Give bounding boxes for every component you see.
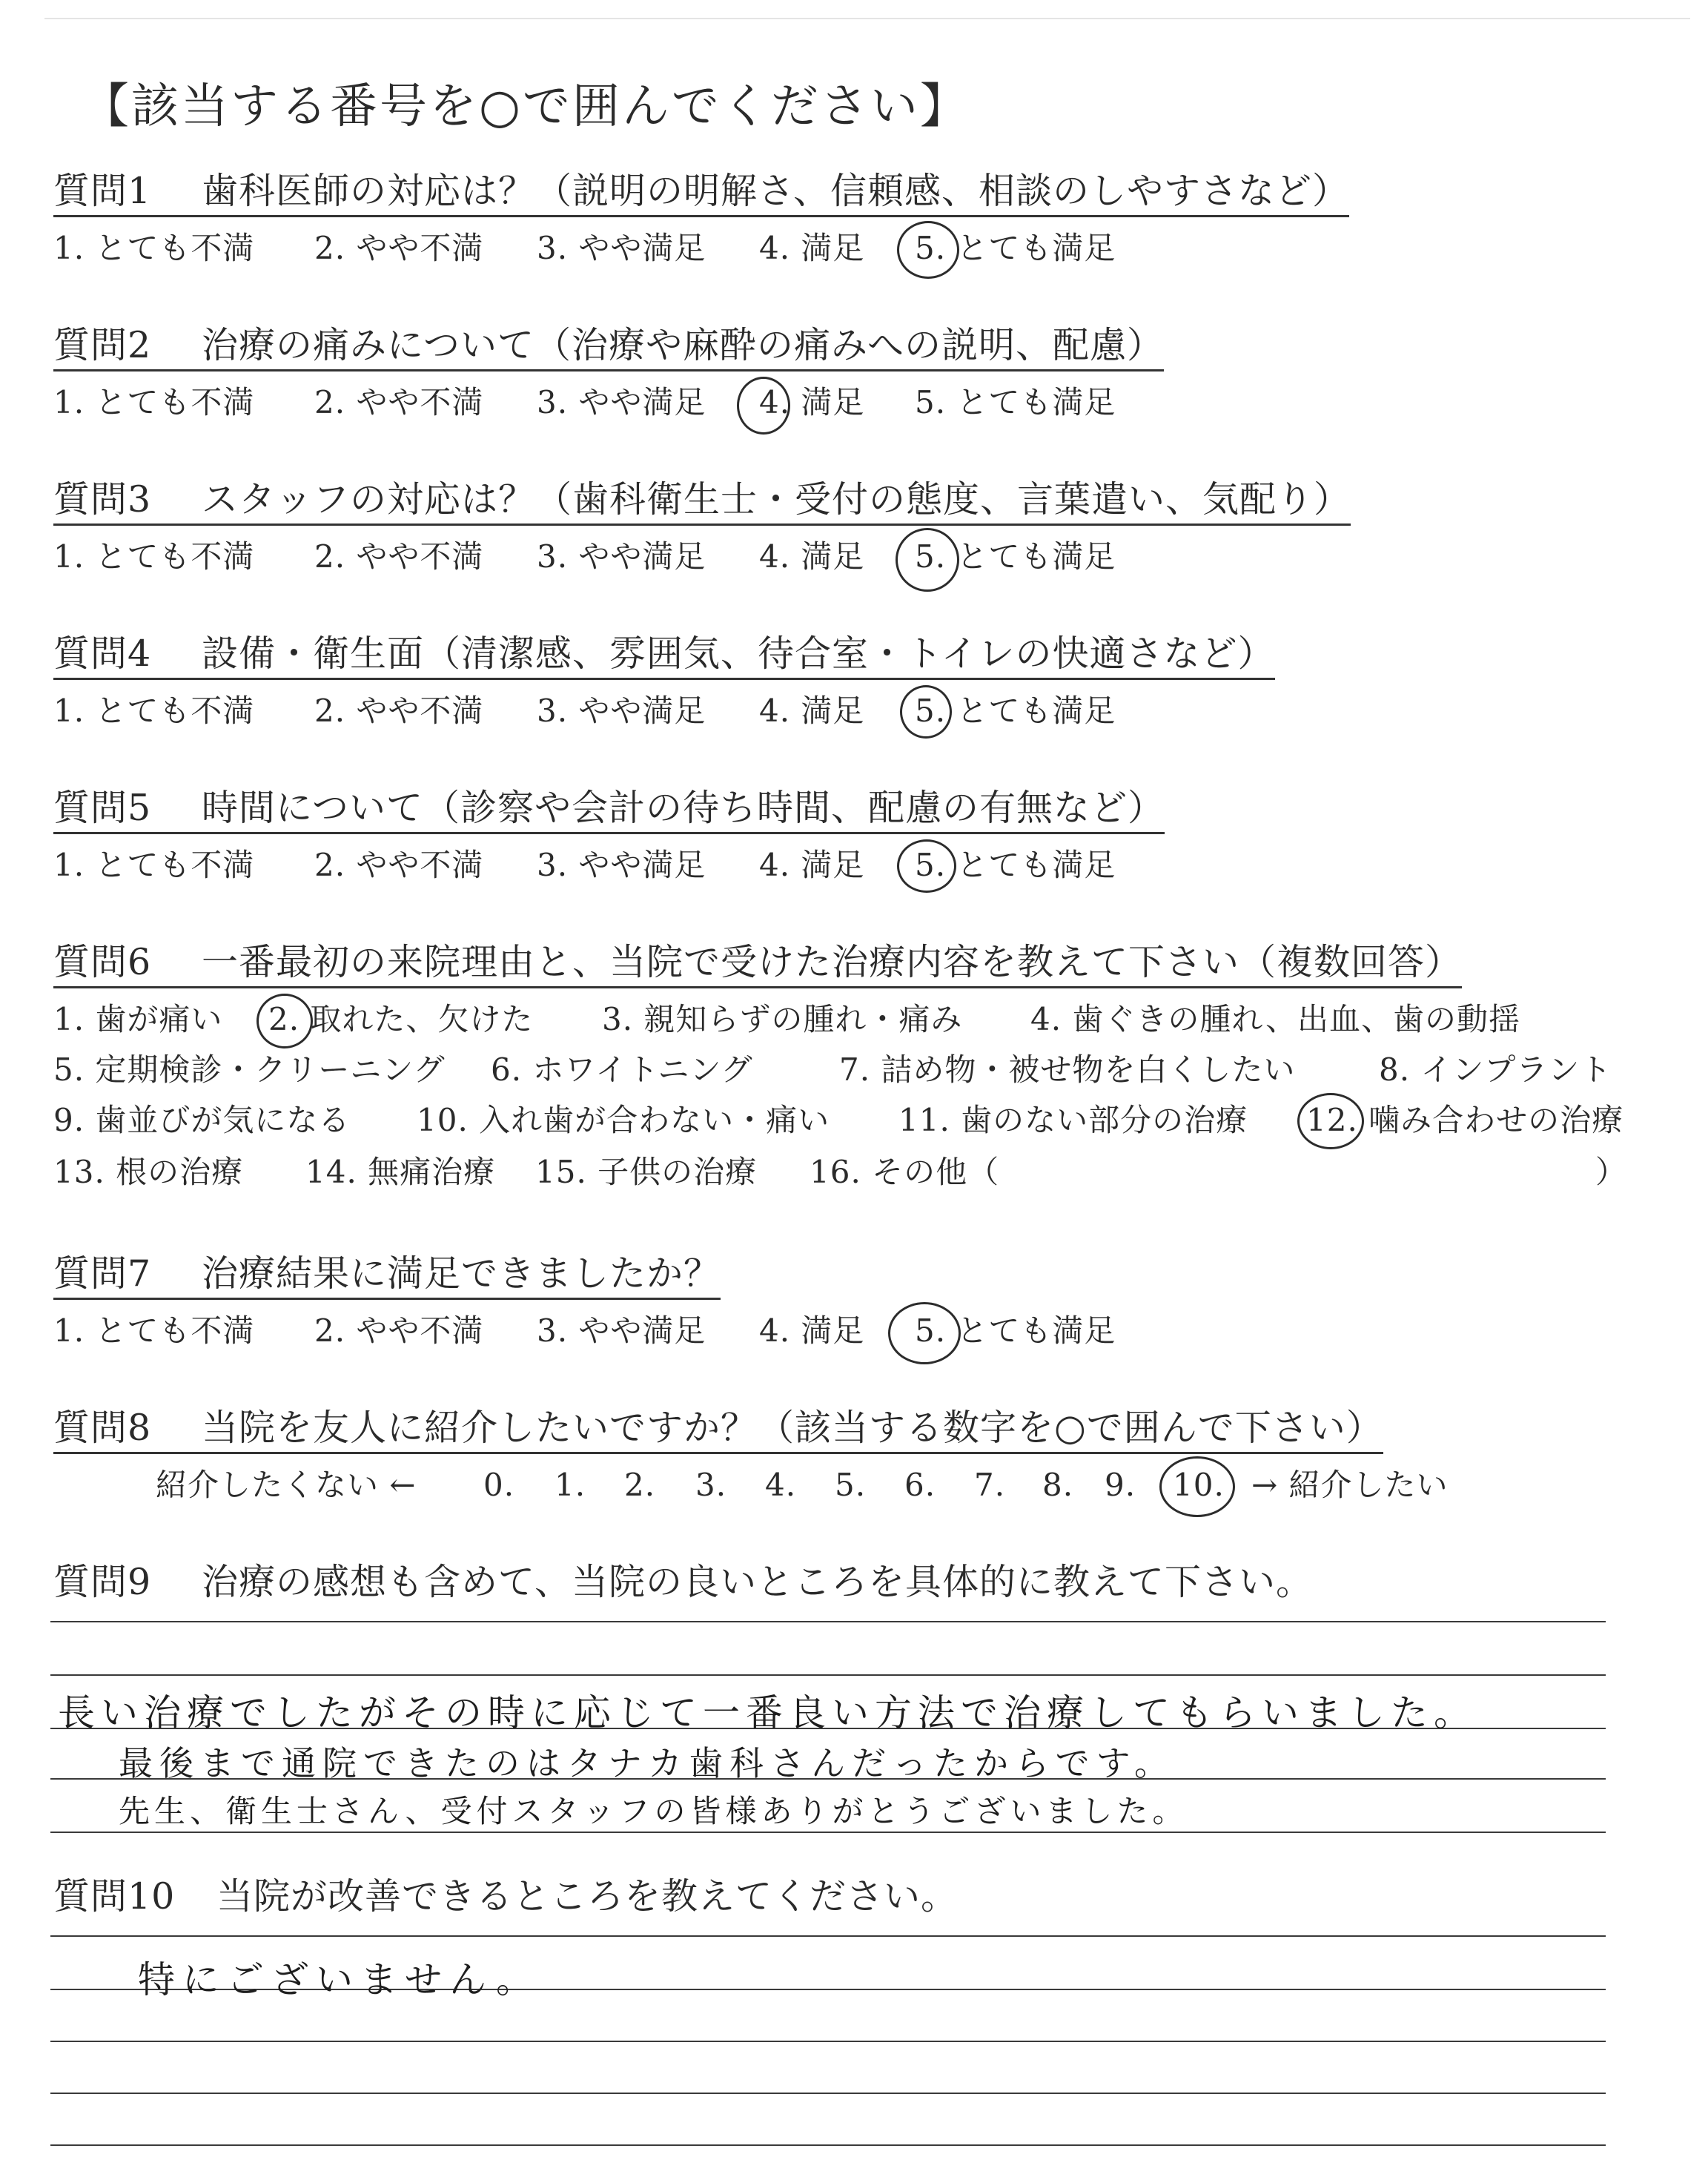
question-number: 質問10 [53, 1875, 176, 1918]
question-text: 治療結果に満足できましたか？ [202, 1252, 721, 1295]
question-text: 一番最初の来院理由と、当院で受けた治療内容を教えて下さい（複数回答） [202, 941, 1463, 983]
question-heading [53, 1875, 958, 1919]
option-5[interactable]: 5. とても満足 [915, 847, 1116, 883]
question-heading [53, 632, 1275, 680]
form-title: 【該当する番号を○で囲んでください】 [82, 79, 970, 134]
scale-9[interactable]: 9. [1105, 1467, 1136, 1503]
answer-options-row [53, 1051, 1662, 1089]
option-11[interactable]: 11. 歯のない部分の治療 [898, 1102, 1248, 1138]
option-2[interactable]: 2. やや不満 [314, 230, 484, 266]
handwritten-answer-line: 先生、衛生士さん、受付スタッフの皆様ありがとうございました。 [119, 1793, 1188, 1829]
option-16[interactable]: 16. その他（ [810, 1154, 1000, 1190]
answer-options [53, 1312, 1314, 1350]
option-1[interactable]: 1. とても不満 [53, 847, 255, 883]
question-text: スタッフの対応は？（歯科衛生士・受付の態度、言葉遣い、気配り） [202, 478, 1351, 521]
answer-rule [50, 1621, 1606, 1622]
answer-options [53, 384, 1314, 421]
answer-rule [50, 2093, 1606, 2094]
scale-3[interactable]: 3. [695, 1467, 727, 1503]
option-4[interactable]: 4. 満足 [759, 1312, 865, 1349]
option-8[interactable]: 8. インプラント [1379, 1051, 1612, 1088]
option-12[interactable]: 12. 噛み合わせの治療 [1306, 1102, 1624, 1138]
option-4[interactable]: 4. 満足 [759, 693, 865, 729]
option-10[interactable]: 10. 入れ歯が合わない・痛い [417, 1102, 830, 1138]
answer-rule [50, 1935, 1606, 1937]
option-4[interactable]: 4. 満足 [759, 847, 865, 883]
answer-options [53, 538, 1314, 575]
option-1[interactable]: 1. とても不満 [53, 230, 255, 266]
option-5[interactable]: 5. とても満足 [915, 384, 1116, 420]
option-5[interactable]: 5. とても満足 [915, 538, 1116, 575]
question-number: 質問1 [53, 170, 152, 212]
option-2[interactable]: 2. やや不満 [314, 847, 484, 883]
question-number: 質問5 [53, 787, 152, 829]
question-text: 当院が改善できるところを教えてください。 [216, 1875, 959, 1918]
option-4[interactable]: 4. 満足 [759, 384, 865, 420]
scale-0[interactable]: 0. [483, 1467, 515, 1503]
answer-rule [50, 2144, 1606, 2146]
option-4[interactable]: 4. 満足 [759, 538, 865, 575]
option-6[interactable]: 6. ホワイトニング [491, 1051, 753, 1088]
answer-rule [50, 1674, 1606, 1676]
scale-2[interactable]: 2. [624, 1467, 656, 1503]
handwritten-answer-line: 最後まで通院できたのはタナカ歯科さんだったからです。 [119, 1743, 1175, 1783]
question-text: 設備・衛生面（清潔感、雰囲気、待合室・トイレの快適さなど） [202, 633, 1275, 675]
answer-options [53, 847, 1314, 884]
handwritten-answer-line: 長い治療でしたがその時に応じて一番良い方法で治療してもらいました。 [58, 1691, 1477, 1734]
option-7[interactable]: 7. 詰め物・被せ物を白くしたい [839, 1051, 1296, 1088]
question-heading [53, 1252, 721, 1300]
option-2[interactable]: 2. やや不満 [314, 1312, 484, 1349]
question-number: 質問6 [53, 941, 152, 983]
question-number: 質問4 [53, 633, 152, 675]
option-3[interactable]: 3. やや満足 [537, 230, 706, 266]
recommend-scale [156, 1467, 1490, 1504]
handwritten-answer-line: 特にございません。 [138, 1958, 540, 2001]
option-2[interactable]: 2. やや不満 [314, 384, 484, 420]
scale-4[interactable]: 4. [765, 1467, 797, 1503]
option-15[interactable]: 15. 子供の治療 [535, 1154, 758, 1190]
question-number: 質問9 [53, 1561, 152, 1603]
option-14[interactable]: 14. 無痛治療 [305, 1154, 496, 1190]
option-13[interactable]: 13. 根の治療 [53, 1154, 244, 1190]
question-number: 質問3 [53, 478, 152, 521]
scale-10[interactable]: 10. [1173, 1467, 1225, 1503]
option-5[interactable]: 5. とても満足 [915, 230, 1116, 266]
option-2[interactable]: 2. 取れた、欠けた [268, 1001, 534, 1037]
question-heading [53, 940, 1462, 988]
option-1[interactable]: 1. とても不満 [53, 384, 255, 420]
scale-1[interactable]: 1. [555, 1467, 586, 1503]
option-1[interactable]: 1. とても不満 [53, 1312, 255, 1349]
answer-rule [50, 1832, 1606, 1833]
option-2[interactable]: 2. やや不満 [314, 693, 484, 729]
option-3[interactable]: 3. やや満足 [537, 538, 706, 575]
other-close-paren: ） [1595, 1154, 1628, 1190]
question-text: 時間について（診察や会計の待ち時間、配慮の有無など） [202, 787, 1165, 829]
option-1[interactable]: 1. とても不満 [53, 693, 255, 729]
option-3[interactable]: 3. やや満足 [537, 693, 706, 729]
question-number: 質問7 [53, 1252, 152, 1295]
scale-8[interactable]: 8. [1042, 1467, 1074, 1503]
option-5[interactable]: 5. とても満足 [915, 1312, 1116, 1349]
question-number: 質問2 [53, 324, 152, 366]
question-heading [53, 786, 1165, 834]
question-heading [53, 478, 1351, 526]
scale-right-label: → 紹介したい [1251, 1467, 1449, 1503]
question-heading [53, 323, 1164, 371]
question-heading [53, 169, 1349, 217]
option-3[interactable]: 3. 親知らずの腫れ・痛み [602, 1001, 963, 1037]
answer-rule [50, 2041, 1606, 2042]
answer-options-row [53, 1102, 1662, 1139]
page-top-border [44, 18, 1690, 19]
option-9[interactable]: 9. 歯並びが気になる [53, 1102, 351, 1138]
option-1[interactable]: 1. とても不満 [53, 538, 255, 575]
question-number: 質問8 [53, 1407, 152, 1449]
question-text: 当院を友人に紹介したいですか？（該当する数字を○で囲んで下さい） [202, 1407, 1383, 1449]
question-heading [53, 1406, 1383, 1454]
option-5[interactable]: 5. とても満足 [915, 693, 1116, 729]
question-text: 歯科医師の対応は？（説明の明解さ、信頼感、相談のしやすさなど） [202, 170, 1350, 212]
question-text: 治療の痛みについて（治療や麻酔の痛みへの説明、配慮） [202, 324, 1165, 366]
scale-5[interactable]: 5. [835, 1467, 867, 1503]
option-5[interactable]: 5. 定期検診・クリーニング [53, 1051, 446, 1088]
option-3[interactable]: 3. やや満足 [537, 1312, 706, 1349]
scale-left-label: 紹介したくない ← [156, 1467, 417, 1503]
option-2[interactable]: 2. やや不満 [314, 538, 484, 575]
question-heading [53, 1560, 1313, 1605]
option-3[interactable]: 3. やや満足 [537, 847, 706, 883]
option-4[interactable]: 4. 歯ぐきの腫れ、出血、歯の動揺 [1030, 1001, 1520, 1037]
option-3[interactable]: 3. やや満足 [537, 384, 706, 420]
answer-options-row [53, 1154, 1662, 1191]
scale-7[interactable]: 7. [974, 1467, 1006, 1503]
option-4[interactable]: 4. 満足 [759, 230, 865, 266]
scale-6[interactable]: 6. [904, 1467, 936, 1503]
answer-options-row [53, 1001, 1662, 1038]
answer-options [53, 230, 1314, 267]
answer-options [53, 693, 1314, 730]
question-text: 治療の感想も含めて、当院の良いところを具体的に教えて下さい。 [202, 1561, 1314, 1603]
option-1[interactable]: 1. 歯が痛い [53, 1001, 223, 1037]
